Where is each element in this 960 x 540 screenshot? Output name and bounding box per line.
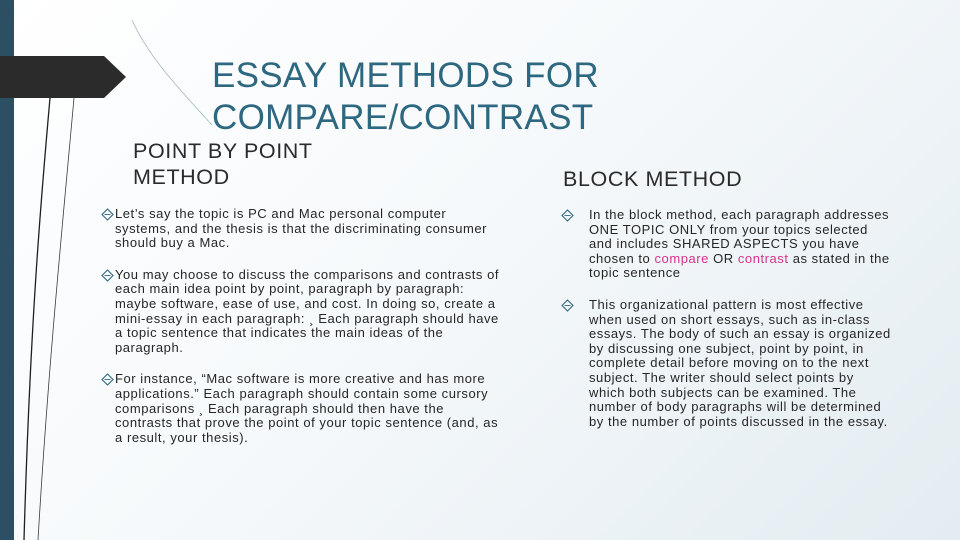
- bullet-text-or: OR: [708, 250, 738, 266]
- bullet-text-end: as stated in the topic sentence: [589, 250, 890, 281]
- list-item: [101, 372, 504, 445]
- right-column-heading: BLOCK METHOD: [563, 167, 743, 191]
- highlight-compare: compare: [654, 250, 709, 266]
- diamond-bullet-icon: [101, 373, 114, 386]
- arrow-tab-shape: [0, 56, 126, 98]
- title-line-1: ESSAY METHODS FOR: [212, 56, 599, 95]
- title-line-2: COMPARE/CONTRAST: [212, 98, 594, 137]
- list-item: [101, 268, 504, 356]
- diamond-bullet-icon: [561, 209, 574, 222]
- left-heading-line-2: METHOD: [133, 165, 230, 189]
- list-item: [561, 298, 893, 429]
- right-bullet-list: [561, 208, 893, 446]
- highlight-contrast: contrast: [737, 250, 789, 266]
- bullet-text-start: In the block method, each paragraph addresses ONE TOPIC ONLY from your topics selected and includes SHARED ASPECTS you have chosen to: [589, 207, 890, 266]
- left-column-heading: [133, 138, 393, 190]
- bullet-text: You may choose to discuss the comparisons and contrasts of each main idea point by point, paragraph by paragraph: maybe software, ease of use, and cost. In doing so, create a mini-essay in each paragraph: ¸ Each paragraph should have a topic sentence that indicates the main ideas of the paragraph.: [115, 266, 500, 355]
- left-heading-line-1: POINT BY POINT: [133, 139, 313, 163]
- bullet-text: [589, 207, 890, 280]
- diamond-bullet-icon: [101, 269, 114, 282]
- bullet-text: This organizational pattern is most effective when used on short essays, such as in-class essays. The body of such an essay is organized by discussing one subject, point by point, in complete detail before moving on to the next subject. The writer should select points by which both subjects can be examined. The number of body paragraphs will be determined by the number of points discussed in the essay.: [589, 296, 891, 429]
- bullet-text: Let’s say the topic is PC and Mac personal computer systems, and the thesis is that the discriminating consumer should buy a Mac.: [115, 206, 488, 251]
- list-item: [561, 208, 893, 281]
- list-item: [101, 207, 504, 251]
- slide-title: [212, 55, 812, 139]
- left-bullet-list: [101, 207, 504, 462]
- diamond-bullet-icon: [101, 208, 114, 221]
- diamond-bullet-icon: [561, 299, 574, 312]
- bullet-text: For instance, “Mac software is more creative and has more applications.” Each paragraph should contain some cursory comparisons ¸ Each paragraph should then have the contrasts that prove the point of your topic sentence (and, as a result, your thesis).: [115, 371, 499, 445]
